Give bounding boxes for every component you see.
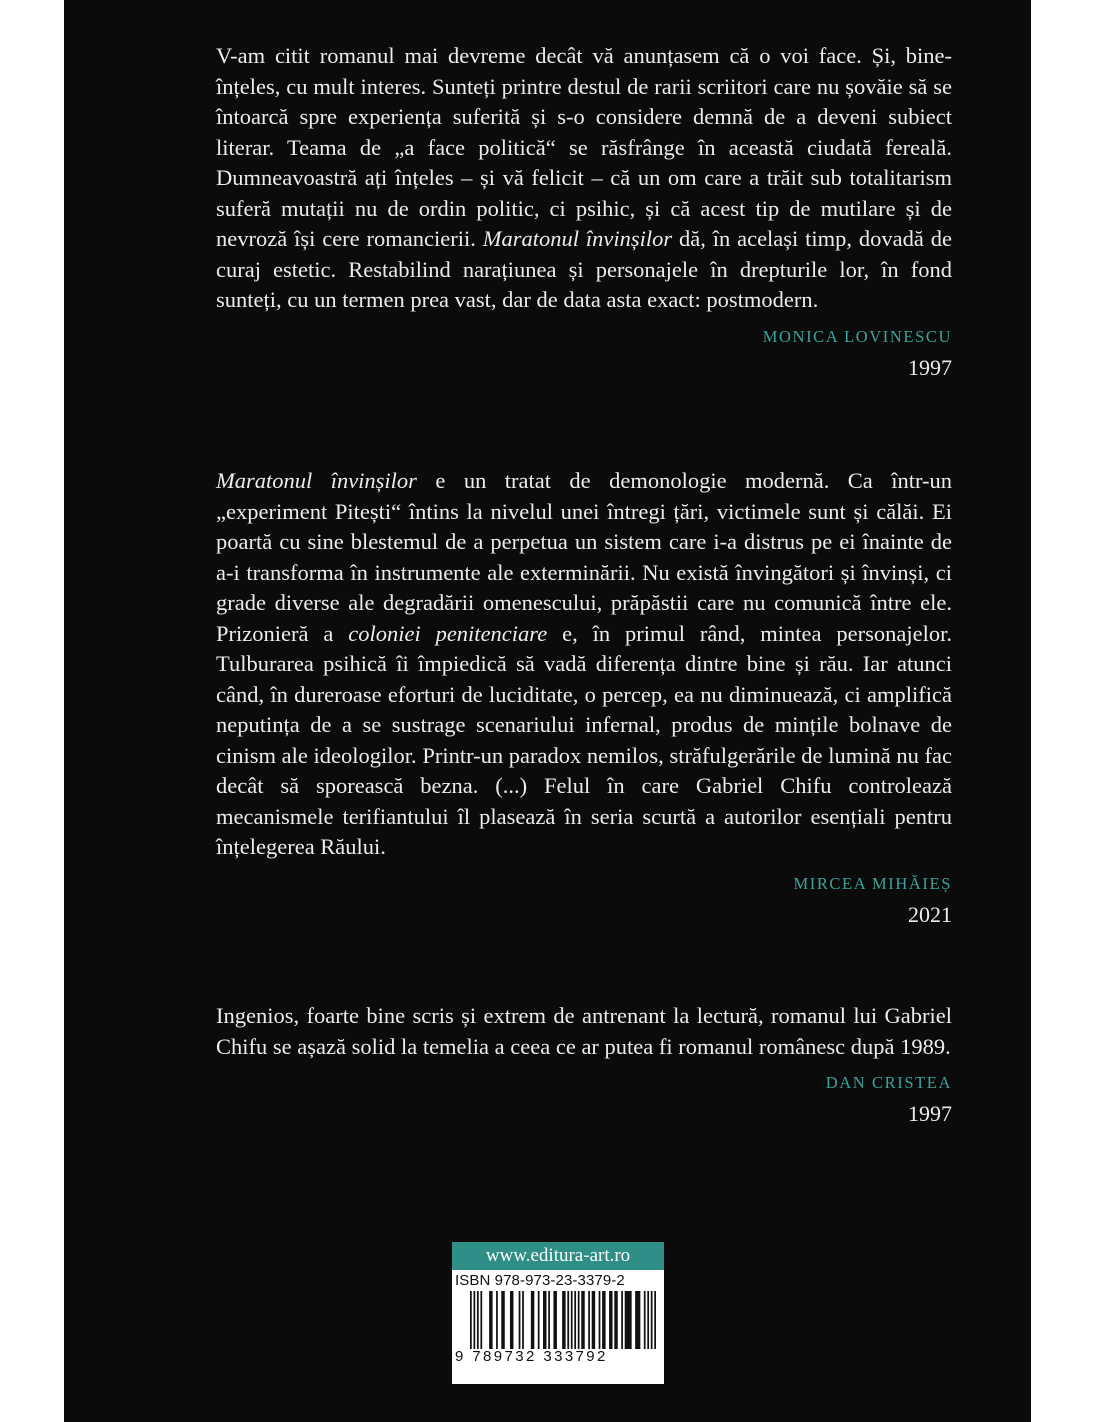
phrase-italic: coloniei penitenciare (348, 620, 548, 646)
quote-year: 2021 (908, 901, 952, 927)
barcode-bar (562, 1291, 565, 1349)
quote-text (216, 41, 952, 316)
quote-year: 1997 (908, 1101, 952, 1126)
barcode-bar (609, 1291, 612, 1349)
isbn-text: ISBN 978-973-23-3379-2 (455, 1272, 625, 1289)
quote-text-segment: Ingenios, foarte bine scris și extrem de antrenant la lectură, romanul lui Gabriel Chifu se așază solid la temelia a ceea ce ar putea fi romanul românesc după 1989. (216, 1003, 952, 1059)
quote-text-segment: e un tratat de demonologie modernă. Ca într-un „experiment Pitești“ întins la nivelul unei întregi țări, victimele sunt și călăi. Ei poartă cu sine blestemul de a perpetua un sistem care i-a distrus pe ei înainte de a-i transforma în instrumente ale exterminării. Nu există învingători și învinși, ci grade diverse ale degradării omenescului, prăpăstii care nu comunică între ele. Prizonieră a (216, 468, 952, 646)
barcode-bar (635, 1291, 640, 1349)
barcode-bar (519, 1291, 521, 1349)
quote-block-lovinescu (216, 41, 952, 381)
barcode-bar (522, 1291, 524, 1349)
book-back-cover (64, 0, 1031, 1422)
barcode-bar (543, 1291, 546, 1349)
barcode-bar (647, 1291, 649, 1349)
quote-author: DAN CRISTEA (825, 1073, 952, 1092)
barcode-bar (470, 1291, 472, 1349)
quote-text (216, 466, 952, 863)
quote-text-segment: e, în primul rând, mintea personajelor. Tulburarea psihică îi împiedică să vadă diferența dintre bine și rău. Iar atunci când, în dureroase eforturi de luciditate, o percep, ea nu diminuează, ci amplifică neputința de a se sustrage scenariului infernal, produs de mințile bolnave de cinism ale ideologilor. Printr-un paradox nemilos, străfulgerările de lumină nu fac decât să sporească bezna. (...) Felul în care Gabriel Chifu controlează mecanismele terifiantului îl plasează în seria scurtă a autorilor esențiali pentru înțelegerea Răului. (216, 620, 953, 859)
barcode-bar (602, 1291, 605, 1349)
barcode-bar (496, 1291, 498, 1349)
barcode-bar (553, 1291, 556, 1349)
barcode-bar (538, 1291, 540, 1349)
barcode-bar (651, 1291, 653, 1349)
quote-author: MIRCEA MIHĂIEȘ (793, 873, 952, 893)
barcode-bar (531, 1291, 534, 1349)
barcode-image (468, 1291, 658, 1349)
quote-text-segment: dă, în același timp, dovadă de curaj estetic. Restabilind narațiunea și personajele în drepturile lor, în fond sunteți, cu un termen prea vast, dar de data asta exact: postmodern. (216, 226, 953, 312)
barcode-digits: 9 789732 333792 (455, 1348, 608, 1365)
isbn-barcode-box (452, 1242, 664, 1384)
barcode-bar (548, 1291, 550, 1349)
barcode-bar (592, 1291, 595, 1349)
quote-block-mihaies (216, 466, 952, 928)
barcode-bar (599, 1291, 601, 1349)
barcode-bar (621, 1291, 623, 1349)
barcode-bar (480, 1291, 482, 1349)
barcode-bar (588, 1291, 590, 1349)
barcode-bar (644, 1291, 646, 1349)
quote-block-cristea (216, 1001, 952, 1127)
barcode-bar (578, 1291, 580, 1349)
quote-year: 1997 (908, 354, 952, 380)
barcode-bar (574, 1291, 576, 1349)
book-title-italic: Maratonul învinșilor (482, 226, 673, 251)
barcode-bar (477, 1291, 479, 1349)
quote-text-segment: V-am citit romanul mai devreme decât vă anunțasem că o voi face. Și, bine-înțeles, cu mult interes. Sunteți printre destul de rarii scriitori care nu șovăie să se întoarcă spre experiența suferită și s-o considere demnă de a deveni subiect literar. Teama de „a face politică“ se răsfrânge în această ciudată fereală. Dumneavoastră ați înțeles – și vă felicit – că un om care a trăit sub totalitarism suferă mutații nu de ordin politic, ci psihic, și că acest tip de mutilare și de nevroză își cere romancierii. (216, 43, 952, 251)
barcode-bar (489, 1291, 492, 1349)
barcode-bar (567, 1291, 569, 1349)
barcode-bar (473, 1291, 475, 1349)
quote-author: MONICA LOVINESCU (762, 326, 952, 346)
barcode-bar (510, 1291, 513, 1349)
barcode-bar (501, 1291, 504, 1349)
barcode-bar (571, 1291, 573, 1349)
barcode-bar (625, 1291, 632, 1349)
barcode-bar (581, 1291, 584, 1349)
book-title-italic: Maratonul învinșilor (216, 468, 417, 493)
publisher-url: www.editura-art.ro (452, 1242, 664, 1270)
quote-text (216, 1001, 952, 1062)
barcode-bar (654, 1291, 656, 1349)
barcode-bar (614, 1291, 617, 1349)
